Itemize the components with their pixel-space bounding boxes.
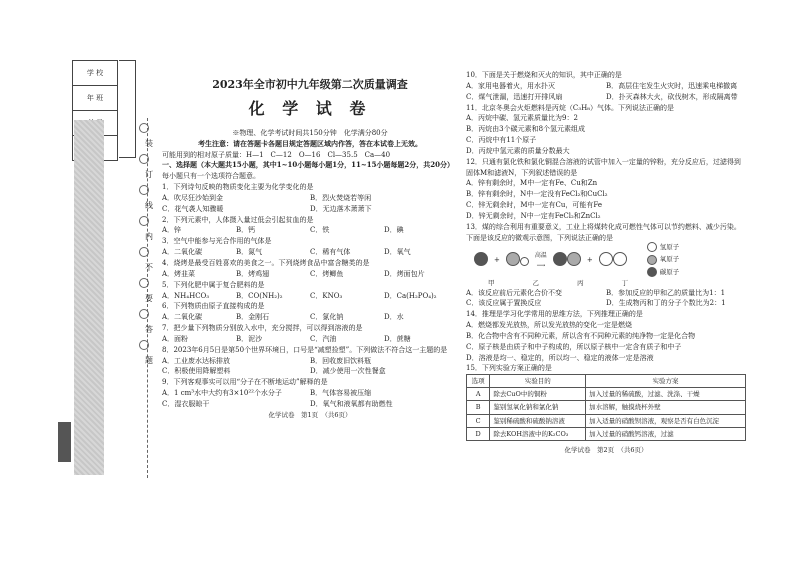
scan-mark [58, 422, 71, 462]
table-row [467, 388, 746, 401]
time-note: ※物理、化学考试时间共150分钟 化学满分80分 [232, 128, 388, 137]
table-header: 实验目的 [490, 375, 586, 388]
molecule-bing [553, 252, 581, 270]
punch-hole-icon [139, 216, 149, 226]
seal-char: 线 [145, 201, 153, 210]
question-stem: 5．下列化肥中属于复合肥料的是 [162, 280, 265, 289]
answer-option: D．减少使用一次性餐盒 [310, 367, 386, 376]
seal-line-text [137, 118, 161, 370]
answer-option: B．丙烷由3个碳元素和8个氢元素组成 [466, 125, 586, 134]
answer-option: B．金刚石 [236, 313, 270, 322]
option-row [466, 320, 746, 363]
answer-option: D．水 [384, 313, 404, 322]
table-row [467, 414, 746, 427]
page-footer: 化学试卷 第1页 （共6页） [268, 410, 352, 419]
answer-option: B．回收废旧饮料瓶 [310, 356, 372, 365]
question-list [162, 182, 458, 410]
section-heading: 一、选择题（本大题共15小题，其中1~10小题每小题1分，11~15小题每题2分，共20分） [162, 160, 455, 170]
option-row [162, 225, 458, 236]
school-field: 学 校 [73, 61, 118, 86]
question-stem: 2．下列元素中，人体摄入量过低会引起贫血的是 [162, 215, 314, 224]
table-row [467, 427, 746, 440]
option-row [162, 356, 458, 378]
seal-char: 装 [145, 139, 153, 148]
answer-option: D．碘 [384, 226, 404, 235]
answer-option: D．无边落木萧萧下 [310, 204, 372, 213]
table-header: 实验方案 [586, 375, 746, 388]
punch-hole-icon [139, 340, 149, 350]
punch-hole-icon [139, 123, 149, 133]
answer-option: C．烤鲫鱼 [310, 269, 344, 278]
option-row [162, 388, 458, 410]
question-stem: 12．只通有氯化铁和氯化铜混合溶液的试管中加入一定量的锌粉，充分反应后，过滤得到固体M和滤液N，下列叙述错误的是 [466, 157, 741, 177]
question-stem: 14．推理是学习化学常用的思维方法，下列推理正确的是 [466, 310, 643, 319]
answer-option: B．高层住宅发生火灾时，迅速乘电梯撤离 [606, 81, 738, 90]
table-cell: C [467, 414, 490, 427]
molecule-ding [599, 252, 627, 270]
answer-option: C．花气袭人知骤暖 [162, 204, 224, 213]
answer-option: B．烈火焚烧若等闲 [310, 193, 372, 202]
answer-option: C．汽油 [310, 334, 337, 343]
punch-hole-icon [139, 247, 149, 257]
question-stem: 10．下面是关于燃烧和灭火的知识，其中正确的是 [466, 71, 622, 79]
punch-hole-icon [139, 154, 149, 164]
molecule-jia [474, 252, 488, 270]
answer-option: C．锌无剩余时，M中一定有Cu，可能有Fe [466, 201, 603, 210]
answer-option: A．烤韭菜 [162, 269, 196, 278]
table-cell: 加入适量的硝酸钡溶液，观察是否有白色沉淀 [586, 414, 746, 427]
answer-option: A．面粉 [162, 334, 189, 343]
table-cell: 除去CuO中的铜粉 [490, 388, 586, 401]
punch-hole-icon [139, 278, 149, 288]
seal-char: 题 [145, 356, 153, 365]
question-list [466, 288, 746, 310]
answer-option: D．生成物丙和丁的分子个数比为2：1 [606, 299, 726, 308]
page-1 [162, 70, 458, 420]
option-row [466, 288, 746, 310]
table-row [467, 401, 746, 414]
answer-option: A．家用电器着火，用水扑灭 [466, 81, 556, 90]
answer-option: B．参加反应的甲和乙的质量比为1：1 [606, 288, 726, 297]
table-cell: 鉴别稀硫酸和硫酸钠溶液 [490, 414, 586, 427]
question-stem: 4．烧烤是最受百姓喜欢的美食之一。下列烧烤食品中富含糖类的是 [162, 258, 370, 267]
answer-option: B．钙 [236, 226, 256, 235]
seal-char: 要 [145, 294, 153, 303]
answer-option: B．烤鸡翅 [236, 269, 270, 278]
answer-option: A．吹尽狂沙始到金 [162, 193, 224, 202]
answer-option: B．锌有剩余时，N中一定没有FeCl₂和CuCl₂ [466, 190, 608, 199]
question-stem: 11．北京冬奥会火炬燃料是丙烷（C₃H₈）气体。下列说法正确的是 [466, 103, 674, 112]
answer-option: C．丙烷中有11个原子 [466, 136, 537, 145]
answer-option: D．丙烷中氢元素的质量分数最大 [466, 146, 570, 155]
answer-option: C．湿衣服晾干 [162, 399, 210, 408]
punch-hole-icon [139, 185, 149, 195]
page-footer: 化学试卷 第2页 （共6页） [564, 445, 648, 454]
option-row [162, 312, 458, 323]
answer-option: B．气体容易被压缩 [310, 389, 372, 398]
option-row [466, 81, 746, 103]
answer-option: D．溶液是均一、稳定的，所以均一、稳定的液体一定是溶液 [466, 353, 654, 362]
answer-option: D．Ca(H₂PO₄)₂ [384, 291, 437, 300]
question-stem: 13．煤的综合利用有重要意义，工业上将煤转化成可燃性气体可以节约燃料、减少污染。下面是该反应的微观示意图，下列说法正确的是 [466, 222, 741, 242]
question-list [466, 70, 746, 244]
answer-option: C．KNO₃ [310, 291, 343, 300]
table-cell: A [467, 388, 490, 401]
option-row [162, 247, 458, 258]
question-stem: 15．下列实验方案正确的是 [466, 364, 552, 373]
answer-option: B．CO(NH₂)₂ [236, 291, 283, 300]
page-2 [466, 70, 746, 455]
answer-option: A．NH₄HCO₃ [162, 291, 210, 300]
option-row [162, 269, 458, 280]
answer-option: D．扑灭森林大火，砍伐树木，形成隔离带 [606, 92, 738, 101]
binding-strip [74, 120, 104, 475]
answer-option: A．锌 [162, 226, 182, 235]
answer-option: D．氧气和液氧都有助燃性 [310, 399, 393, 408]
option-row [162, 291, 458, 302]
answer-option: A．锌有剩余时，M中一定有Fe、Cu和Zn [466, 179, 598, 188]
answer-option: A．工业废水达标排放 [162, 356, 231, 365]
reaction-diagram: + 高温 ⟶ + 氢原子 氧原子 碳原子 [474, 246, 746, 276]
atomic-mass-line: 可能用到的相对原子质量：H—1 C—12 O—16 Cl—35.5 Ca—40 [162, 150, 391, 159]
answer-option: D．氧气 [384, 248, 411, 257]
answer-option: C．积极使用降解塑料 [162, 367, 231, 376]
answer-option: A．1 cm³水中大约有3×10²²个水分子 [162, 389, 282, 398]
page-title: 化 学 试 卷 [248, 99, 372, 119]
answer-option: B．化合物中含有不同种元素，所以含有不同种元素的纯净物一定是化合物 [466, 331, 696, 340]
question-stem: 9．下列客观事实可以用“分子在不断地运动”解释的是 [162, 378, 328, 387]
diagram-legend: 氢原子 氧原子 碳原子 [647, 242, 680, 278]
question-stem: 6．下列物质由原子直接构成的是 [162, 302, 265, 311]
table-cell: 鉴别氢氧化钠和氯化钠 [490, 401, 586, 414]
seal-char: 答 [145, 325, 153, 334]
answer-option: C．氯化钠 [310, 313, 344, 322]
question-stem: 3．空气中能参与光合作用的气体是 [162, 237, 272, 246]
answer-option: B．氮气 [236, 248, 263, 257]
seal-char: 内 [145, 232, 153, 241]
answer-option: C．该反应属于置换反应 [466, 299, 542, 308]
instruction: 考生注意：请在答题卡各题目规定答题区域内作答，答在本试卷上无效。 [198, 138, 422, 148]
answer-option: A．二氧化碳 [162, 313, 203, 322]
answer-option: C．铁 [310, 226, 330, 235]
option-row [162, 193, 458, 215]
reaction-arrow: 高温 ⟶ [534, 252, 547, 269]
question-stem: 7．把少量下列物质分别放入水中，充分搅拌，可以得到溶液的是 [162, 324, 363, 333]
info-write-column [119, 60, 136, 158]
answer-option: A．该反应前后元素化合价不变 [466, 288, 563, 297]
table-header: 选项 [467, 375, 490, 388]
table-cell: 加入过量的硝酸钙溶液，过滤 [586, 427, 746, 440]
option-row [466, 178, 746, 221]
answer-option: D．烤面包片 [384, 269, 425, 278]
answer-option: A．燃烧都发光放热，所以发光放热的变化一定是燃烧 [466, 321, 633, 330]
answer-option: A．丙烷中碳、氢元素质量比为9：2 [466, 114, 578, 123]
table-cell: 加水溶解，触摸烧杯外壁 [586, 401, 746, 414]
seal-char: 订 [145, 170, 153, 179]
table-cell: 加入过量的稀硫酸，过滤、洗涤、干燥 [586, 388, 746, 401]
answer-option: D．蔗糖 [384, 334, 411, 343]
question-list [466, 309, 746, 363]
answer-option: C．煤气泄漏，迅速打开排风扇 [466, 92, 563, 101]
answer-option: C．原子核是由质子和中子构成的，所以原子核中一定含有质子和中子 [466, 342, 682, 351]
table-cell: 除去KOH溶液中的K₂CO₃ [490, 427, 586, 440]
exam-header: 2023年全市初中九年级第二次质量调查 [212, 78, 408, 91]
question-stem: 1．下列诗句反映的物质变化主要为化学变化的是 [162, 183, 314, 192]
seal-char: 不 [145, 263, 153, 272]
table-cell: B [467, 401, 490, 414]
answer-option: D．锌无剩余时，N中一定有FeCl₂和ZnCl₂ [466, 211, 601, 220]
answer-option: A．二氧化碳 [162, 248, 203, 257]
experiment-table [466, 374, 746, 440]
question-stem: 8．2023年6月5日是第50个世界环境日，口号是“减塑捡塑”。下列做法不符合这一主题的是 [162, 345, 448, 354]
molecule-yi [506, 252, 529, 270]
diagram-labels: 甲 乙 丙 丁 [488, 278, 628, 287]
option-row [466, 113, 746, 156]
table-cell: D [467, 427, 490, 440]
section-note: 每小题只有一个选项符合题意。 [162, 172, 260, 181]
answer-option: C．稀有气体 [310, 248, 351, 257]
class-field: 年 班 [73, 86, 118, 111]
answer-option: B．泥沙 [236, 334, 263, 343]
option-row [162, 334, 458, 345]
punch-hole-icon [139, 309, 149, 319]
